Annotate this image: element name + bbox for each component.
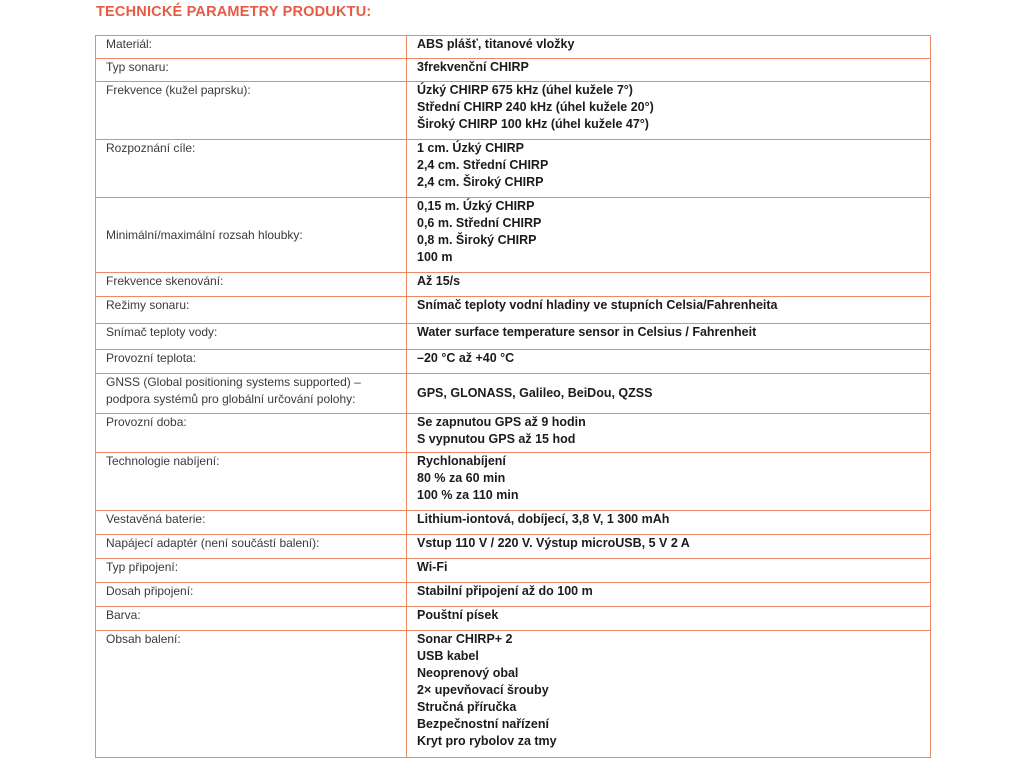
table-row — [96, 36, 931, 59]
table-row — [96, 414, 931, 453]
table-row — [96, 374, 931, 414]
row-value: Pouštní písek — [407, 607, 931, 631]
row-label: Provozní doba: — [96, 414, 407, 453]
row-label: Technologie nabíjení: — [96, 453, 407, 511]
section-heading: TECHNICKÉ PARAMETRY PRODUKTU: — [96, 4, 372, 20]
table-row — [96, 559, 931, 583]
row-label: Typ sonaru: — [96, 59, 407, 82]
row-value: Snímač teploty vodní hladiny ve stupních Celsia/Fahrenheita — [407, 297, 931, 324]
row-label: Typ připojení: — [96, 559, 407, 583]
row-label: Frekvence (kužel paprsku): — [96, 82, 407, 140]
row-value: Rychlonabíjení 80 % za 60 min 100 % za 110 min — [407, 453, 931, 511]
row-value: Sonar CHIRP+ 2 USB kabel Neoprenový obal 2× upevňovací šrouby Stručná příručka Bezpečnostní nařízení Kryt pro rybolov za tmy — [407, 631, 931, 758]
table-row — [96, 82, 931, 140]
table-row — [96, 198, 931, 273]
row-value: Water surface temperature sensor in Celsius / Fahrenheit — [407, 324, 931, 350]
table-row — [96, 297, 931, 324]
row-value: Se zapnutou GPS až 9 hodin S vypnutou GPS až 15 hod — [407, 414, 931, 453]
row-value: 3frekvenční CHIRP — [407, 59, 931, 82]
row-label: Vestavěná baterie: — [96, 511, 407, 535]
table-row — [96, 631, 931, 758]
row-label: Dosah připojení: — [96, 583, 407, 607]
row-value: Wi-Fi — [407, 559, 931, 583]
table-row — [96, 583, 931, 607]
row-value: ABS plášť, titanové vložky — [407, 36, 931, 59]
row-value: Vstup 110 V / 220 V. Výstup microUSB, 5 V 2 A — [407, 535, 931, 559]
table-row — [96, 511, 931, 535]
row-value: 1 cm. Úzký CHIRP 2,4 cm. Střední CHIRP 2,4 cm. Široký CHIRP — [407, 140, 931, 198]
spec-table — [95, 35, 931, 758]
table-row — [96, 535, 931, 559]
table-row — [96, 273, 931, 297]
row-value: –20 °C až +40 °C — [407, 350, 931, 374]
row-value: GPS, GLONASS, Galileo, BeiDou, QZSS — [407, 374, 931, 414]
row-label: Snímač teploty vody: — [96, 324, 407, 350]
table-row — [96, 324, 931, 350]
table-row — [96, 350, 931, 374]
row-label: Frekvence skenování: — [96, 273, 407, 297]
row-value: 0,15 m. Úzký CHIRP 0,6 m. Střední CHIRP 0,8 m. Široký CHIRP 100 m — [407, 198, 931, 273]
row-label: Obsah balení: — [96, 631, 407, 758]
row-label: Provozní teplota: — [96, 350, 407, 374]
row-value: Stabilní připojení až do 100 m — [407, 583, 931, 607]
row-label: Napájecí adaptér (není součástí balení): — [96, 535, 407, 559]
table-row — [96, 453, 931, 511]
row-label: Materiál: — [96, 36, 407, 59]
row-label: Barva: — [96, 607, 407, 631]
row-value: Úzký CHIRP 675 kHz (úhel kužele 7°) Střední CHIRP 240 kHz (úhel kužele 20°) Široký CHIRP 100 kHz (úhel kužele 47°) — [407, 82, 931, 140]
row-label: Rozpoznání cíle: — [96, 140, 407, 198]
row-value: Lithium-iontová, dobíjecí, 3,8 V, 1 300 mAh — [407, 511, 931, 535]
table-row — [96, 59, 931, 82]
row-label: GNSS (Global positioning systems supported) – podpora systémů pro globální určování polohy: — [96, 374, 407, 414]
row-value: Až 15/s — [407, 273, 931, 297]
row-label: Režimy sonaru: — [96, 297, 407, 324]
table-row — [96, 607, 931, 631]
row-label: Minimální/maximální rozsah hloubky: — [96, 198, 407, 273]
table-row — [96, 140, 931, 198]
